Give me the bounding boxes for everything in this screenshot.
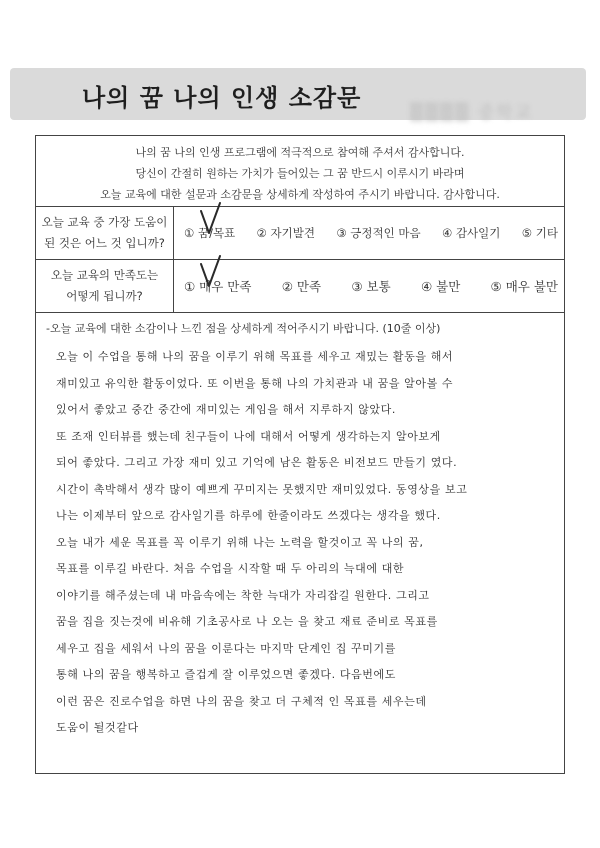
intro-text (36, 136, 564, 207)
essay-line: 오늘 이 수업을 통해 나의 꿈을 이루기 위해 목표를 세우고 재밌는 활동을 해서 (56, 350, 454, 363)
essay-prompt: -오늘 교육에 대한 소감이나 느낀 점을 상세하게 적어주시기 바랍니다. (10줄 이상) (46, 322, 441, 335)
essay-line: 나는 이제부터 앞으로 감사일기를 하루에 한줄이라도 쓰겠다는 생각을 했다. (56, 509, 441, 522)
intro-line: 나의 꿈 나의 인생 프로그램에 적극적으로 참여해 주셔서 감사합니다. (135, 146, 465, 159)
question-row-helpful (36, 207, 564, 260)
handwritten-essay (56, 344, 556, 742)
blurred-school-name: ▒▒▒▒ 중학교 (410, 103, 533, 123)
essay-line: 이런 꿈은 진로수업을 하면 나의 꿈을 찾고 더 구체적 인 목표를 세우는데 (56, 694, 427, 708)
option-positive-mind[interactable]: ③ 긍정적인 마음 (336, 226, 421, 240)
question-label-line: 오늘 교육의 만족도는 (50, 268, 159, 282)
essay-line: 통해 나의 꿈을 행복하고 즐겁게 잘 이루었으면 좋겠다. 다음번에도 (56, 668, 396, 681)
essay-line: 재미있고 유익한 활동이었다. 또 이번을 통해 나의 가치관과 내 꿈을 알아볼 수 (56, 376, 454, 390)
question-label-line: 된 것은 어느 것 입니까? (44, 236, 165, 250)
question-label (36, 260, 174, 312)
intro-line: 오늘 교육에 대한 설문과 소감문을 상세하게 작성하여 주시기 바랍니다. 감사합니다. (100, 188, 500, 201)
essay-line: 목표를 이루길 바란다. 처음 수업을 시작할 때 두 아리의 늑대에 대한 (56, 562, 405, 575)
option-group (184, 207, 558, 259)
question-label (36, 207, 174, 259)
option-self-discovery[interactable]: ② 자기발견 (256, 226, 315, 240)
option-satisfied[interactable]: ② 만족 (281, 279, 322, 294)
essay-line: 오늘 내가 세운 목표를 꼭 이루기 위해 나는 노력을 할것이고 꼭 나의 꿈, (56, 535, 424, 549)
survey-form (35, 135, 565, 774)
option-very-satisfied[interactable]: ① 매우 만족 (184, 279, 252, 294)
essay-line: 꿈을 집을 짓는것에 비유해 기초공사로 나 오는 을 찾고 재료 준비로 목표를 (56, 615, 438, 628)
essay-line: 시간이 촉박해서 생각 많이 예쁘게 꾸미지는 못했지만 재미있었다. 동영상을 보고 (56, 482, 468, 496)
option-dissatisfied[interactable]: ④ 불만 (420, 279, 461, 294)
essay-line: 세우고 집을 세워서 나의 꿈을 이룬다는 마지막 단계인 집 꾸미기를 (56, 641, 396, 655)
page-title: 나의 꿈 나의 인생 소감문 (82, 84, 362, 112)
option-very-dissatisfied[interactable]: ⑤ 매우 불만 (490, 279, 558, 294)
essay-line: 되어 좋았다. 그리고 가장 재미 있고 기억에 남은 활동은 비전보드 만들기 였다. (56, 456, 458, 469)
option-other[interactable]: ⑤ 기타 (521, 226, 558, 240)
essay-line: 있어서 좋았고 중간 중간에 재미있는 게임을 해서 지루하지 않았다. (56, 403, 396, 416)
intro-line: 당신이 간절히 원하는 가치가 들어있는 그 꿈 반드시 이루시기 바라며 (135, 167, 465, 180)
option-group (184, 260, 558, 312)
essay-line: 또 조재 인터뷰를 했는데 친구들이 나에 대해서 어떻게 생각하는지 알아보게 (56, 429, 441, 443)
question-label-line: 오늘 교육 중 가장 도움이 (41, 215, 168, 229)
option-dream-goal[interactable]: ① 꿈/목표 (184, 226, 236, 240)
title-bar (10, 68, 586, 123)
question-label-line: 어떻게 됩니까? (66, 289, 143, 303)
option-neutral[interactable]: ③ 보통 (351, 279, 391, 294)
question-row-satisfaction (36, 260, 564, 313)
option-gratitude-diary[interactable]: ④ 감사일기 (441, 226, 501, 240)
essay-line: 이야기를 해주셨는데 내 마음속에는 착한 늑대가 자리잡길 원한다. 그리고 (56, 588, 430, 602)
essay-line: 도움이 될것같다 (56, 721, 139, 734)
